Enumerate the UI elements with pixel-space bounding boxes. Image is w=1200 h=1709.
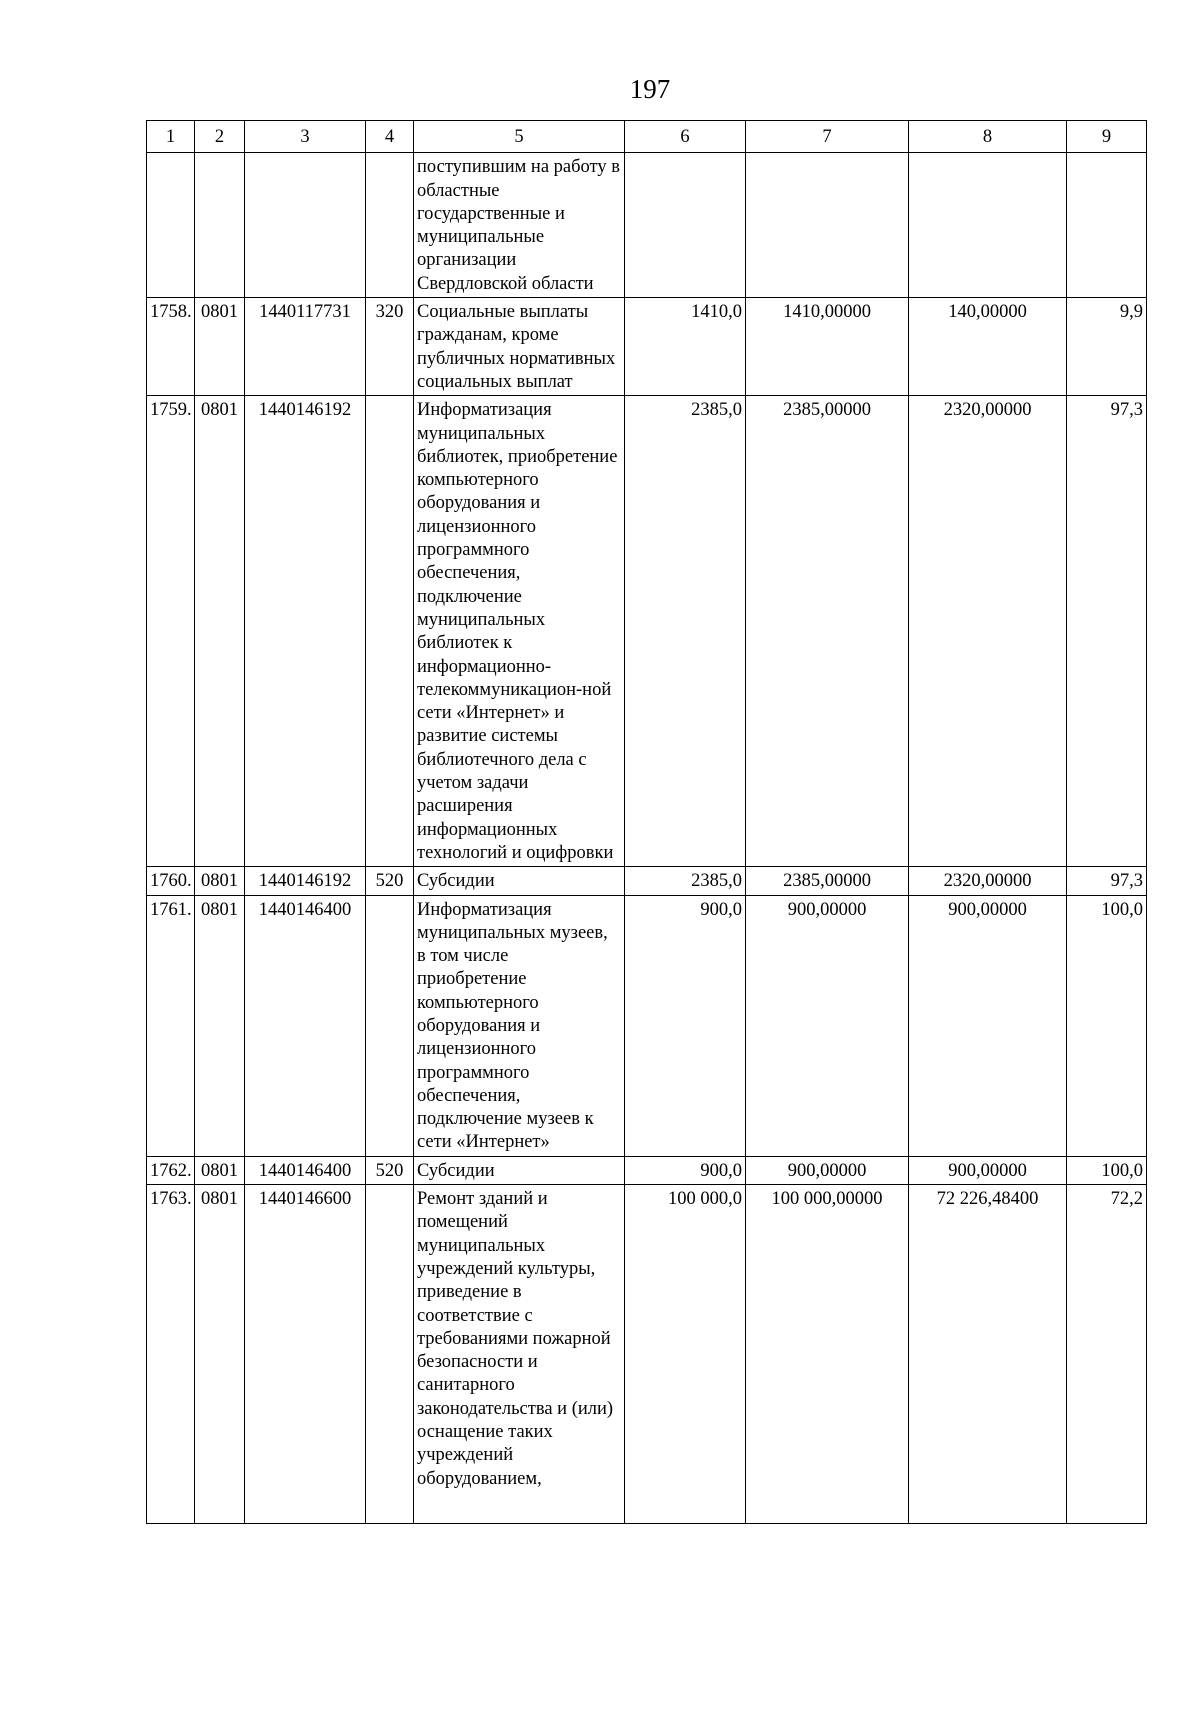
table-row [147, 396, 1147, 867]
planned-amount [625, 153, 746, 298]
section-code [195, 153, 245, 298]
target-code: 1440117731 [245, 298, 366, 396]
approved-amount: 1410,00000 [746, 298, 909, 396]
planned-amount: 900,0 [625, 1156, 746, 1184]
target-code: 1440146192 [245, 867, 366, 895]
planned-amount: 2385,0 [625, 396, 746, 867]
target-code: 1440146400 [245, 895, 366, 1156]
expense-type-code: 320 [366, 298, 414, 396]
column-header: 6 [625, 121, 746, 153]
section-code: 0801 [195, 895, 245, 1156]
row-number: 1760. [147, 867, 195, 895]
approved-amount: 900,00000 [746, 1156, 909, 1184]
table-row [147, 895, 1147, 1156]
target-code [245, 153, 366, 298]
item-name: Субсидии [414, 867, 625, 895]
executed-amount: 140,00000 [909, 298, 1067, 396]
executed-amount: 2320,00000 [909, 867, 1067, 895]
executed-amount: 2320,00000 [909, 396, 1067, 867]
execution-percent: 9,9 [1067, 298, 1147, 396]
execution-percent: 97,3 [1067, 396, 1147, 867]
execution-percent: 100,0 [1067, 895, 1147, 1156]
section-code: 0801 [195, 396, 245, 867]
item-name: Социальные выплаты гражданам, кроме публичных нормативных социальных выплат [414, 298, 625, 396]
table-row [147, 298, 1147, 396]
execution-percent: 72,2 [1067, 1185, 1147, 1524]
table-row [147, 1185, 1147, 1524]
execution-percent: 100,0 [1067, 1156, 1147, 1184]
section-code: 0801 [195, 298, 245, 396]
page-number: 197 [629, 74, 671, 104]
planned-amount: 2385,0 [625, 867, 746, 895]
item-name: Информатизация муниципальных библиотек, приобретение компьютерного оборудования и лицензионного программного обеспечения, подключение муниципальных библиотек к информационно-телекоммуникацион-ной сети «Интернет» и развитие системы библиотечного дела с учетом задачи расширения информационных технологий и оцифровки [414, 396, 625, 867]
planned-amount: 1410,0 [625, 298, 746, 396]
item-name: Субсидии [414, 1156, 625, 1184]
row-number: 1762. [147, 1156, 195, 1184]
section-code: 0801 [195, 1156, 245, 1184]
column-header: 7 [746, 121, 909, 153]
column-header: 2 [195, 121, 245, 153]
execution-percent: 97,3 [1067, 867, 1147, 895]
target-code: 1440146192 [245, 396, 366, 867]
column-header: 1 [147, 121, 195, 153]
section-code: 0801 [195, 867, 245, 895]
expense-type-code [366, 396, 414, 867]
column-header: 9 [1067, 121, 1147, 153]
planned-amount: 900,0 [625, 895, 746, 1156]
row-number: 1758. [147, 298, 195, 396]
row-number [147, 153, 195, 298]
target-code: 1440146600 [245, 1185, 366, 1524]
table-row [147, 867, 1147, 895]
expense-type-code [366, 153, 414, 298]
expense-type-code [366, 895, 414, 1156]
item-name: поступившим на работу в областные государственные и муниципальные организации Свердловской области [414, 153, 625, 298]
approved-amount: 900,00000 [746, 895, 909, 1156]
section-code: 0801 [195, 1185, 245, 1524]
item-name: Ремонт зданий и помещений муниципальных учреждений культуры, приведение в соответствие с требованиями пожарной безопасности и санитарного законодательства и (или) оснащение таких учреждений оборудованием, [414, 1185, 625, 1524]
approved-amount: 2385,00000 [746, 867, 909, 895]
table-header-row [147, 121, 1147, 153]
execution-percent [1067, 153, 1147, 298]
item-name: Информатизация муниципальных музеев, в том числе приобретение компьютерного оборудования и лицензионного программного обеспечения, подключение музеев к сети «Интернет» [414, 895, 625, 1156]
column-header: 4 [366, 121, 414, 153]
executed-amount: 900,00000 [909, 895, 1067, 1156]
approved-amount: 100 000,00000 [746, 1185, 909, 1524]
row-number: 1763. [147, 1185, 195, 1524]
table-row [147, 153, 1147, 298]
expense-type-code: 520 [366, 1156, 414, 1184]
executed-amount: 900,00000 [909, 1156, 1067, 1184]
column-header: 5 [414, 121, 625, 153]
table-row [147, 1156, 1147, 1184]
column-header: 3 [245, 121, 366, 153]
budget-table [146, 120, 1147, 1524]
executed-amount [909, 153, 1067, 298]
expense-type-code: 520 [366, 867, 414, 895]
column-header: 8 [909, 121, 1067, 153]
executed-amount: 72 226,48400 [909, 1185, 1067, 1524]
expense-type-code [366, 1185, 414, 1524]
row-number: 1761. [147, 895, 195, 1156]
target-code: 1440146400 [245, 1156, 366, 1184]
approved-amount: 2385,00000 [746, 396, 909, 867]
planned-amount: 100 000,0 [625, 1185, 746, 1524]
row-number: 1759. [147, 396, 195, 867]
approved-amount [746, 153, 909, 298]
